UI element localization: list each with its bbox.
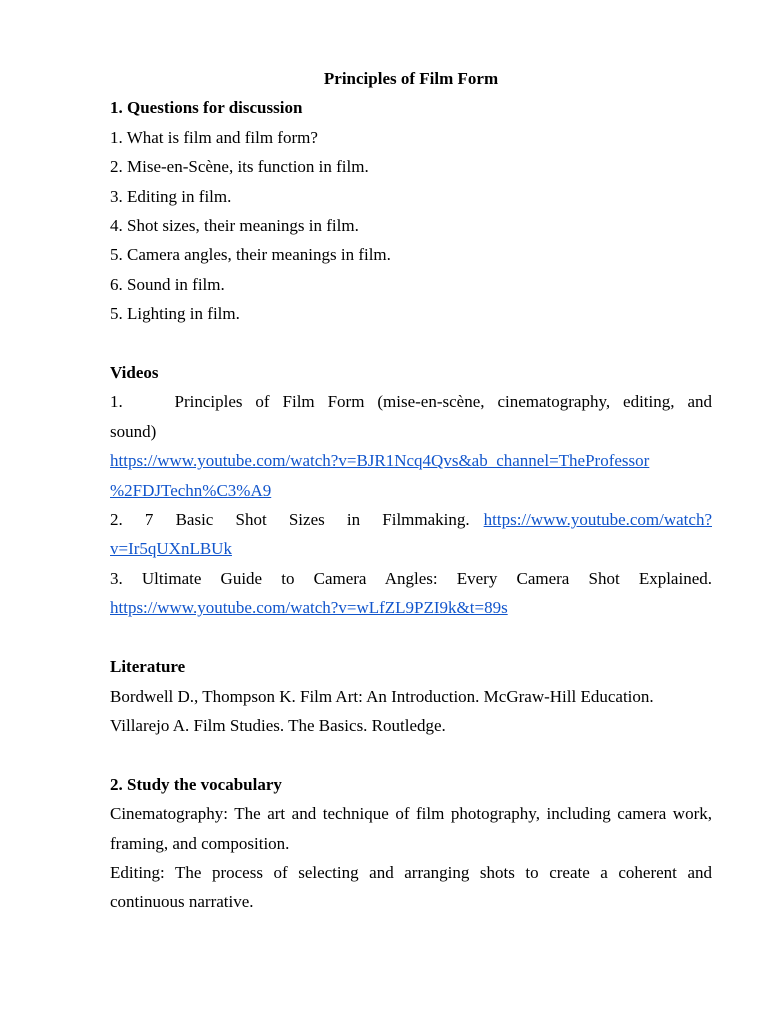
question-item: 1. What is film and film form? <box>110 127 318 147</box>
literature-item: Villarejo A. Film Studies. The Basics. Routledge. <box>110 715 446 735</box>
video-3-link[interactable]: https://www.youtube.com/watch?v=wLfZL9PZI9k&t=89s <box>110 598 508 618</box>
video-1-title-line2: sound) <box>110 421 157 441</box>
video-1-title-line1: 1. Principles of Film Form (mise-en-scène, cinematography, editing, and <box>110 392 712 412</box>
question-item: 4. Shot sizes, their meanings in film. <box>110 216 359 236</box>
section-heading-videos: Videos <box>110 363 159 383</box>
video-1-link[interactable]: https://www.youtube.com/watch?v=BJR1Ncq4Qvs&ab_channel=TheProfessor <box>110 451 650 471</box>
vocabulary-term: Cinematography: The art and technique of film photography, including camera work, framing, and composition. <box>110 804 712 853</box>
video-2-link-continued[interactable]: v=Ir5qUXnLBUk <box>110 539 232 559</box>
question-item: 5. Camera angles, their meanings in film. <box>110 245 391 265</box>
question-item: 6. Sound in film. <box>110 274 225 294</box>
video-3-title: 3. Ultimate Guide to Camera Angles: Every Camera Shot Explained. <box>110 568 712 588</box>
question-item: 3. Editing in film. <box>110 186 232 206</box>
question-item: 2. Mise-en-Scène, its function in film. <box>110 157 369 177</box>
video-2-line <box>110 505 712 534</box>
video-2-link[interactable]: https://www.youtube.com/watch? <box>483 510 712 530</box>
video-2-title: 2. 7 Basic Shot Sizes in Filmmaking. <box>110 510 470 530</box>
literature-item: Bordwell D., Thompson K. Film Art: An Introduction. McGraw-Hill Education. <box>110 686 654 706</box>
section-heading-questions: 1. Questions for discussion <box>110 98 303 118</box>
question-item: 5. Lighting in film. <box>110 304 240 324</box>
page-title: Principles of Film Form <box>323 69 499 88</box>
section-heading-literature: Literature <box>110 657 186 677</box>
section-heading-vocabulary: 2. Study the vocabulary <box>110 774 282 794</box>
vocabulary-term: Editing: The process of selecting and arranging shots to create a coherent and continuous narrative. <box>110 862 712 912</box>
document-body <box>110 64 712 917</box>
video-1-link-continued[interactable]: %2FDJTechn%C3%A9 <box>110 480 272 500</box>
